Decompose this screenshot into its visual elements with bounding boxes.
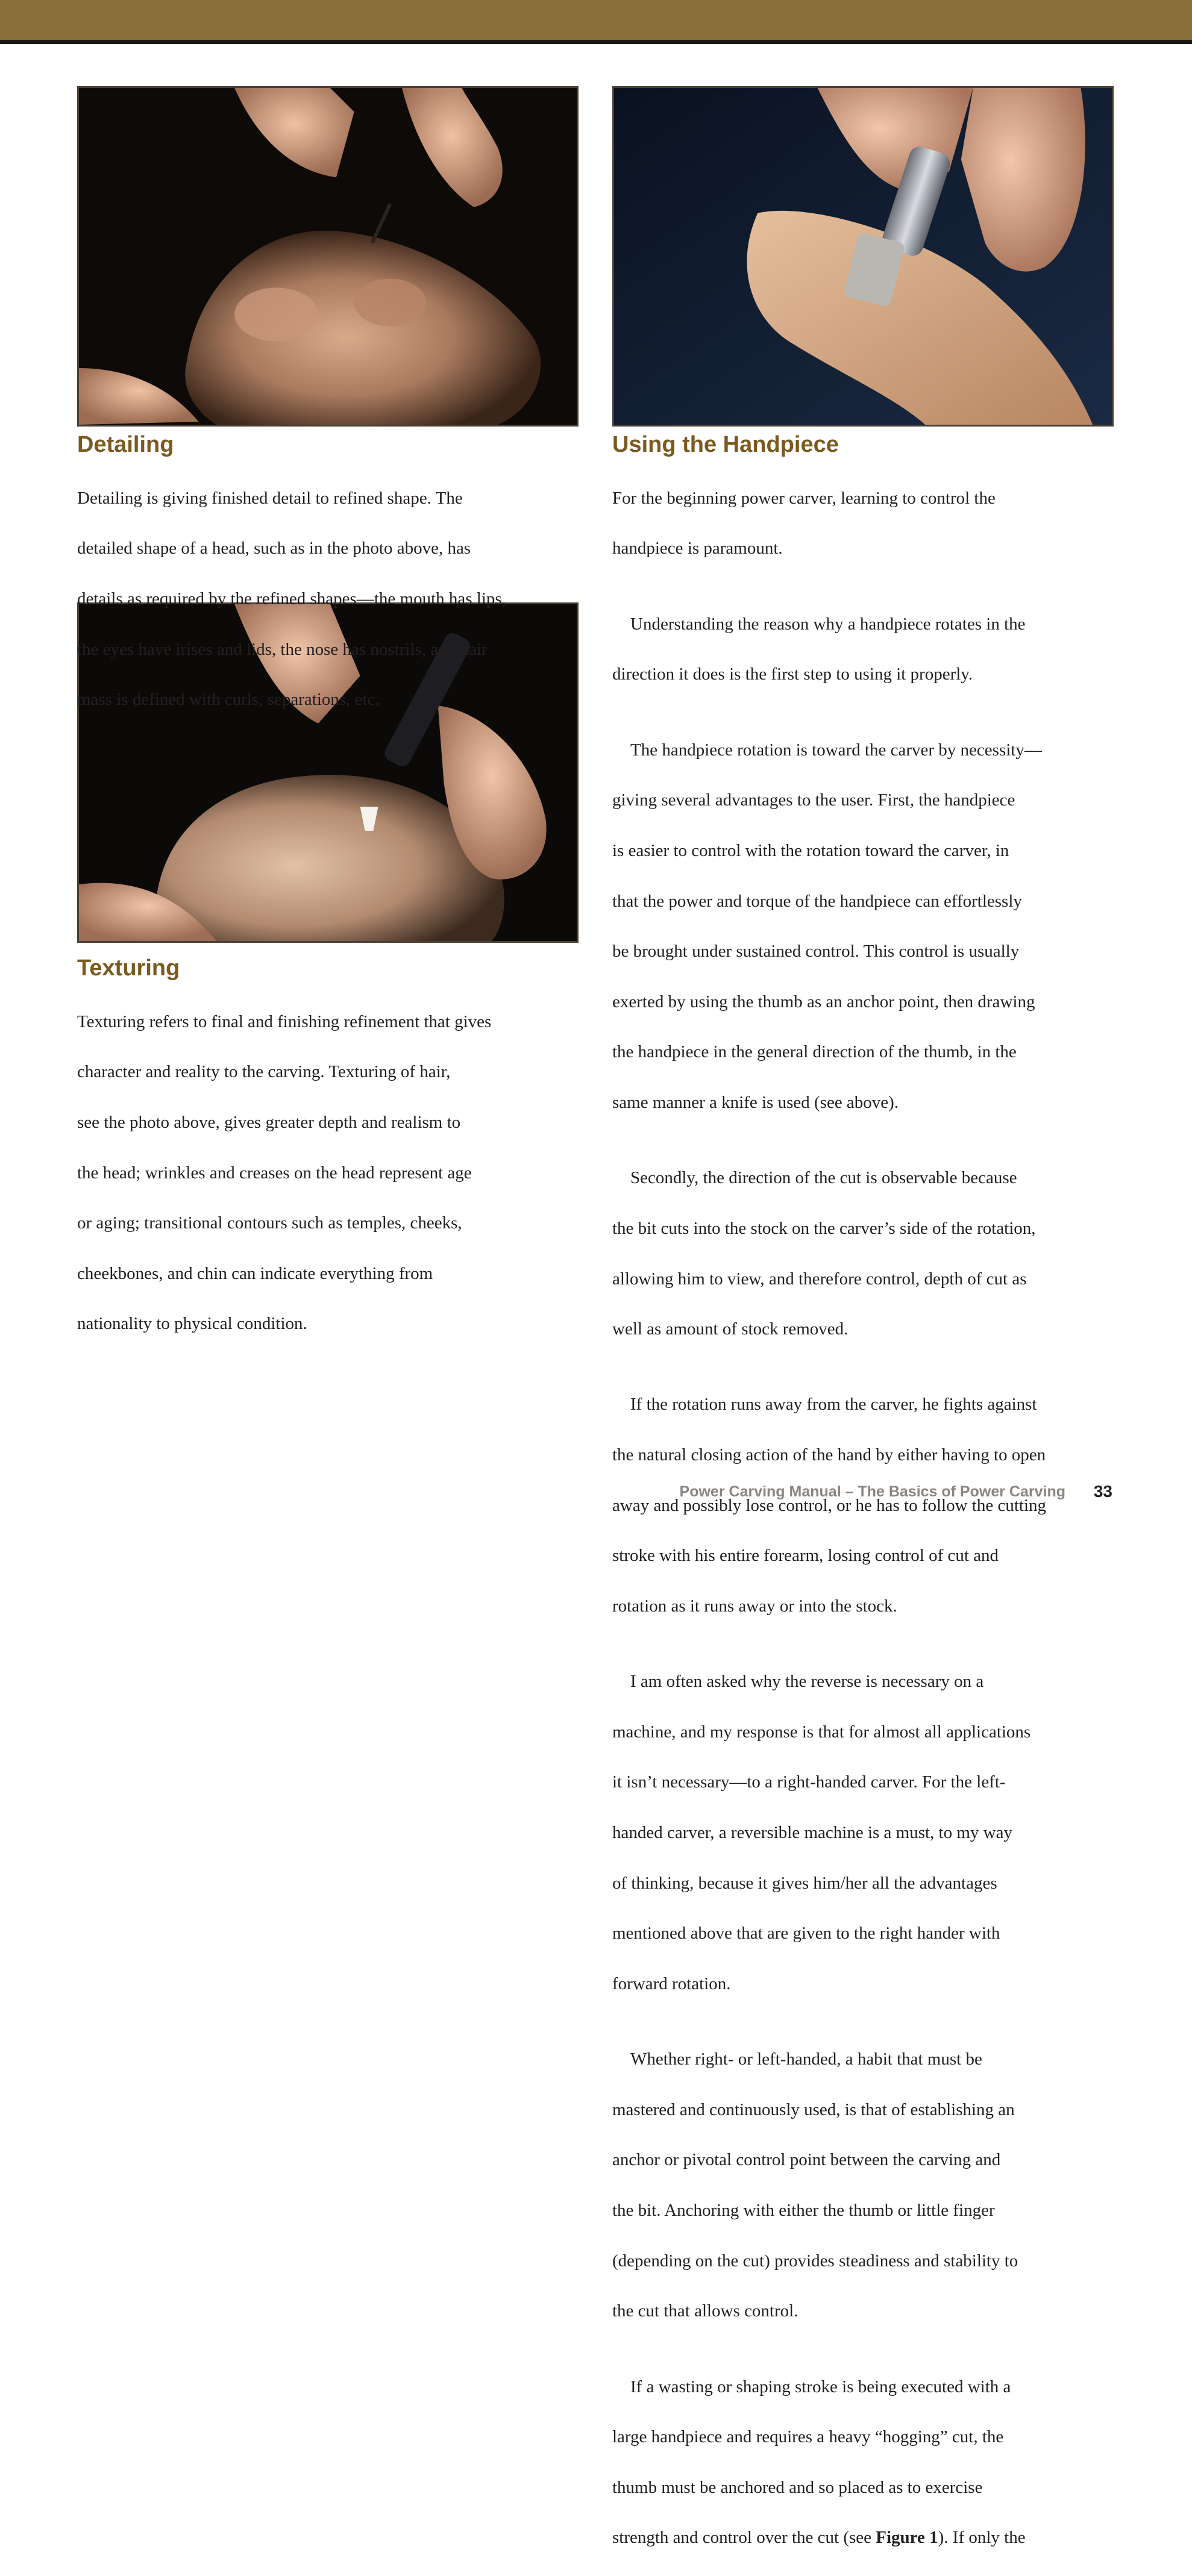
text-line: rotation as it runs away or into the stock. <box>612 1596 897 1616</box>
text-line: Secondly, the direction of the cut is observable because <box>630 1168 1017 1188</box>
text-line: direction it does is the first step to using it properly. <box>612 664 973 684</box>
text-line: Texturing refers to final and finishing refinement that gives <box>77 1011 492 1031</box>
text-line: nationality to physical condition. <box>77 1314 307 1334</box>
text-line: the eyes have irises and lids, the nose has nostrils, any hair <box>77 639 488 659</box>
text-line: large handpiece and requires a heavy “hogging” cut, the <box>612 2427 1004 2447</box>
handpiece-heading: Using the Handpiece <box>612 432 839 457</box>
header-band <box>0 0 1192 40</box>
text-line: character and reality to the carving. Texturing of hair, <box>77 1062 451 1082</box>
text-line: mastered and continuously used, is that of establishing an <box>612 2099 1015 2119</box>
text-line: mass is defined with curls, separations, etc. <box>77 690 380 710</box>
text-line: or aging; transitional contours such as temples, cheeks, <box>77 1213 462 1233</box>
text-line: the bit cuts into the stock on the carver’s side of the rotation, <box>612 1218 1036 1238</box>
text-line: forward rotation. <box>612 1974 731 1993</box>
text-line: see the photo above, gives greater depth and realism to <box>77 1112 461 1132</box>
text-line: I am often asked why the reverse is necessary on a <box>630 1672 984 1692</box>
text-line-with-figure-ref <box>612 2525 1046 2551</box>
handpiece-photo <box>612 86 1114 427</box>
text-line: If the rotation runs away from the carver, he fights against <box>630 1395 1037 1415</box>
text-line: thumb must be anchored and so placed as to exercise <box>612 2477 983 2497</box>
text-line: Understanding the reason why a handpiece rotates in the <box>630 614 1026 634</box>
detailing-heading: Detailing <box>77 432 174 457</box>
texturing-body <box>77 984 491 1362</box>
text-line: of thinking, because it gives him/her all the advantages <box>612 1873 997 1893</box>
text-line: it isn’t necessary—to a right-handed carver. For the left- <box>612 1772 1006 1792</box>
text-line: away and possibly lose control, or he has to follow the cutting <box>612 1495 1047 1515</box>
text-line: is easier to control with the rotation toward the carver, in <box>612 840 1009 860</box>
text-line: giving several advantages to the user. First, the handpiece <box>612 790 1015 810</box>
text-line: For the beginning power carver, learning to control the <box>612 488 996 508</box>
text-line: allowing him to view, and therefore control, depth of cut as <box>612 1269 1027 1289</box>
text-line: the cut that allows control. <box>612 2301 798 2321</box>
handpiece-body <box>612 461 1046 2576</box>
text-line: the natural closing action of the hand by either having to open <box>612 1445 1046 1465</box>
text-line: exerted by using the thumb as an anchor point, then drawing <box>612 992 1035 1011</box>
text-line: Detailing is giving finished detail to refined shape. The <box>77 488 463 508</box>
text-line: the head; wrinkles and creases on the head represent age <box>77 1163 472 1183</box>
text-line: Whether right- or left-handed, a habit that must be <box>630 2049 982 2069</box>
text-line: handpiece is paramount. <box>612 539 783 558</box>
text-line: the handpiece in the general direction of the thumb, in the <box>612 1042 1017 1062</box>
text-line: the bit. Anchoring with either the thumb or little finger <box>612 2200 995 2220</box>
text-line: be brought under sustained control. This control is usually <box>612 942 1020 961</box>
detailing-body <box>77 461 506 738</box>
text-line: If a wasting or shaping stroke is being executed with a <box>630 2377 1011 2396</box>
text-line: (depending on the cut) provides steadiness and stability to <box>612 2251 1018 2271</box>
text-fragment: strength and control over the cut (see <box>612 2528 876 2548</box>
figure-reference[interactable]: Figure 1 <box>876 2528 938 2548</box>
running-footer: Power Carving Manual – The Basics of Power Carving <box>679 1483 1065 1500</box>
text-line: detailed shape of a head, such as in the photo above, has <box>77 539 471 558</box>
text-fragment: ). If only the <box>938 2528 1026 2548</box>
header-rule <box>0 40 1192 44</box>
text-line: mentioned above that are given to the right hander with <box>612 1924 1000 1943</box>
text-line: handed carver, a reversible machine is a must, to my way <box>612 1823 1012 1843</box>
text-line: cheekbones, and chin can indicate everything from <box>77 1263 433 1283</box>
text-line: same manner a knife is used (see above). <box>612 1092 899 1112</box>
texturing-heading: Texturing <box>77 955 180 981</box>
text-line: machine, and my response is that for almost all applications <box>612 1722 1031 1742</box>
detailing-photo <box>77 86 579 427</box>
page-number: 33 <box>1093 1482 1112 1501</box>
text-line: The handpiece rotation is toward the carver by necessity— <box>630 740 1042 760</box>
text-line: anchor or pivotal control point between the carving and <box>612 2150 1001 2170</box>
text-line: well as amount of stock removed. <box>612 1319 849 1339</box>
text-line: details as required by the refined shapes—the mouth has lips, <box>77 589 506 608</box>
text-line: stroke with his entire forearm, losing control of cut and <box>612 1546 999 1566</box>
text-line: that the power and torque of the handpiece can effortlessly <box>612 891 1022 911</box>
